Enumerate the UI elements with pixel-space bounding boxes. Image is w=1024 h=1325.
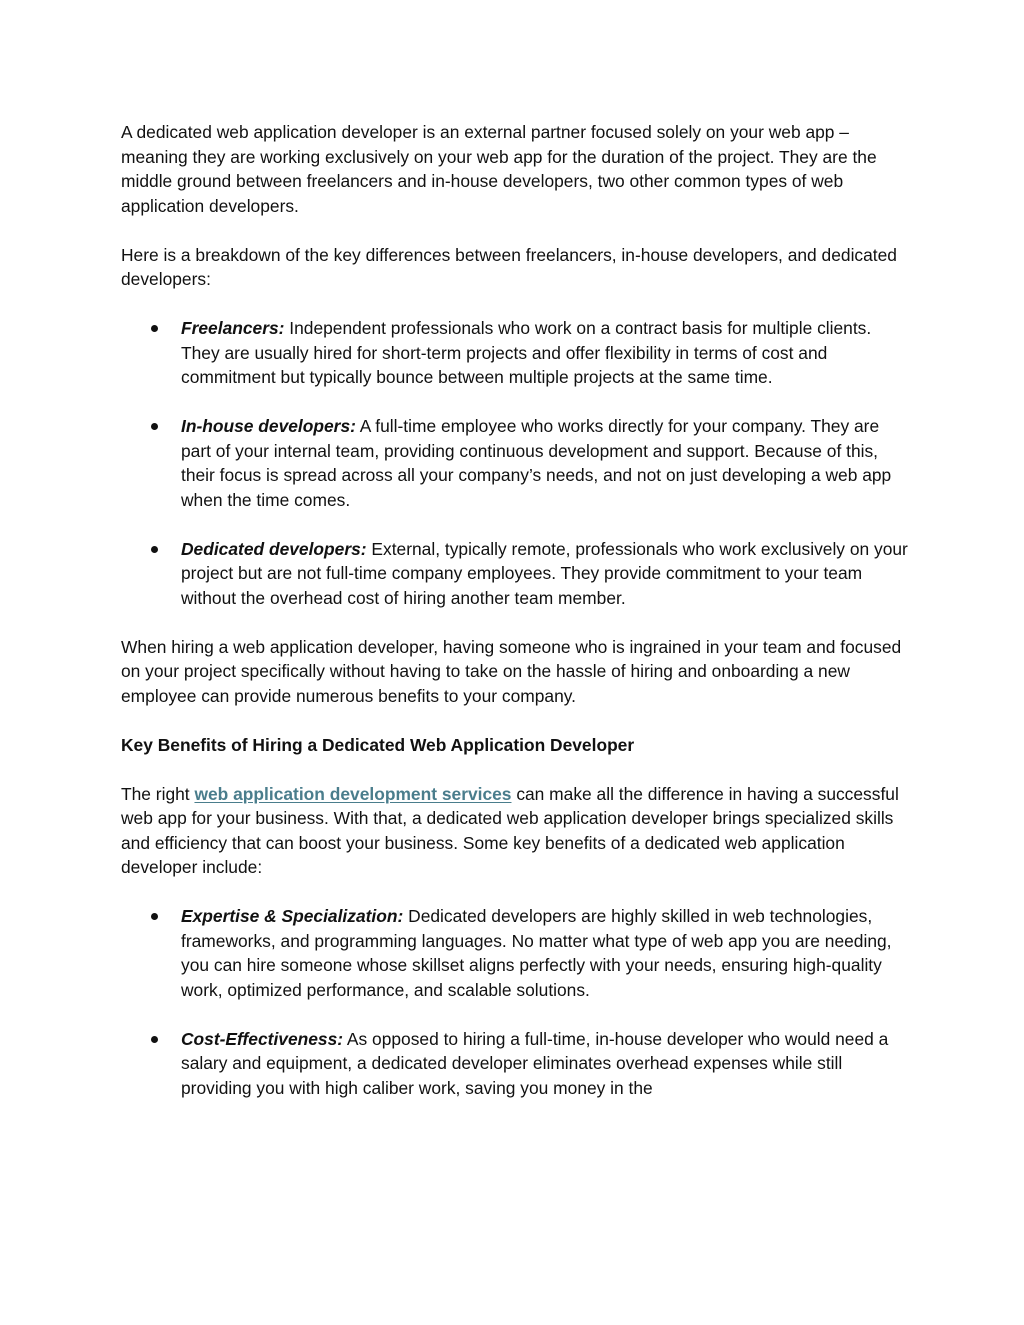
bullet-text: Independent professionals who work on a contract basis for multiple clients. They are usually hired for short-term projects and offer flexibility in terms of cost and commitment but typically bounce between multiple projects at the same time.: [181, 318, 872, 387]
bullet-icon: [151, 1036, 158, 1043]
developer-types-list: [121, 316, 911, 610]
bullet-text: External, typically remote, professionals who work exclusively on your project but are not full-time company employees. They provide commitment to your team without the overhead cost of hiring another team member.: [181, 538, 908, 608]
bullet-text: Dedicated developers are highly skilled in web technologies, frameworks, and programming languages. No matter what type of web app you are needing, you can hire someone whose skillset aligns perfectly with your needs, ensuring high-quality work, optimized performance, and scalable solutions.: [181, 906, 892, 1000]
bullet-text: A full-time employee who works directly for your company. They are part of your internal team, providing continuous development and support. Because of this, their focus is spread across all your company’s needs, and not on just developing a web app when the time comes.: [181, 416, 892, 510]
bullet-icon: [151, 423, 158, 430]
services-text-after: can make all the difference in having a successful web app for your business. With that, a dedicated web application developer brings specialized skills and efficiency that can boost your business. Some key benefits of a dedicated web application developer include:: [121, 783, 899, 877]
list-item-in-house-developers: [121, 414, 911, 512]
list-item-expertise: [121, 904, 911, 1002]
section-heading: Key Benefits of Hiring a Dedicated Web Application Developer: [121, 734, 635, 755]
bullet-icon: [151, 913, 158, 920]
list-item-cost-effectiveness: [121, 1027, 911, 1101]
services-link[interactable]: web application development services: [194, 783, 512, 804]
bullet-term: In-house developers:: [181, 416, 356, 436]
hiring-paragraph: When hiring a web application developer, having someone who is ingrained in your team and focused on your project specifically without having to take on the hassle of hiring and onboarding a new employee can provide numerous benefits to your company.: [121, 636, 902, 706]
document-page: [121, 120, 911, 1100]
bullet-term: Cost-Effectiveness:: [181, 1028, 344, 1049]
bullet-icon: [151, 546, 158, 553]
list-item-freelancers: [121, 316, 911, 390]
bullet-term: Dedicated developers:: [181, 538, 367, 559]
bullet-term: Expertise & Specialization:: [181, 906, 404, 926]
benefits-list: [121, 904, 911, 1100]
bullet-term: Freelancers:: [181, 318, 285, 338]
bullet-text: As opposed to hiring a full-time, in-house developer who would need a salary and equipment, a dedicated developer eliminates overhead expenses while still providing you with high caliber work, saving you money in the: [181, 1028, 889, 1098]
bullet-icon: [151, 325, 158, 332]
services-paragraph: [121, 782, 911, 880]
intro-paragraph: A dedicated web application developer is an external partner focused solely on your web app – meaning they are working exclusively on your web app for the duration of the project. They are the middle ground between freelancers and in-house developers, two other common types of web application developers.: [121, 122, 877, 216]
breakdown-paragraph: Here is a breakdown of the key differences between freelancers, in-house developers, and dedicated developers:: [121, 244, 897, 289]
services-text-before: The right: [121, 783, 195, 804]
list-item-dedicated-developers: [121, 537, 911, 611]
